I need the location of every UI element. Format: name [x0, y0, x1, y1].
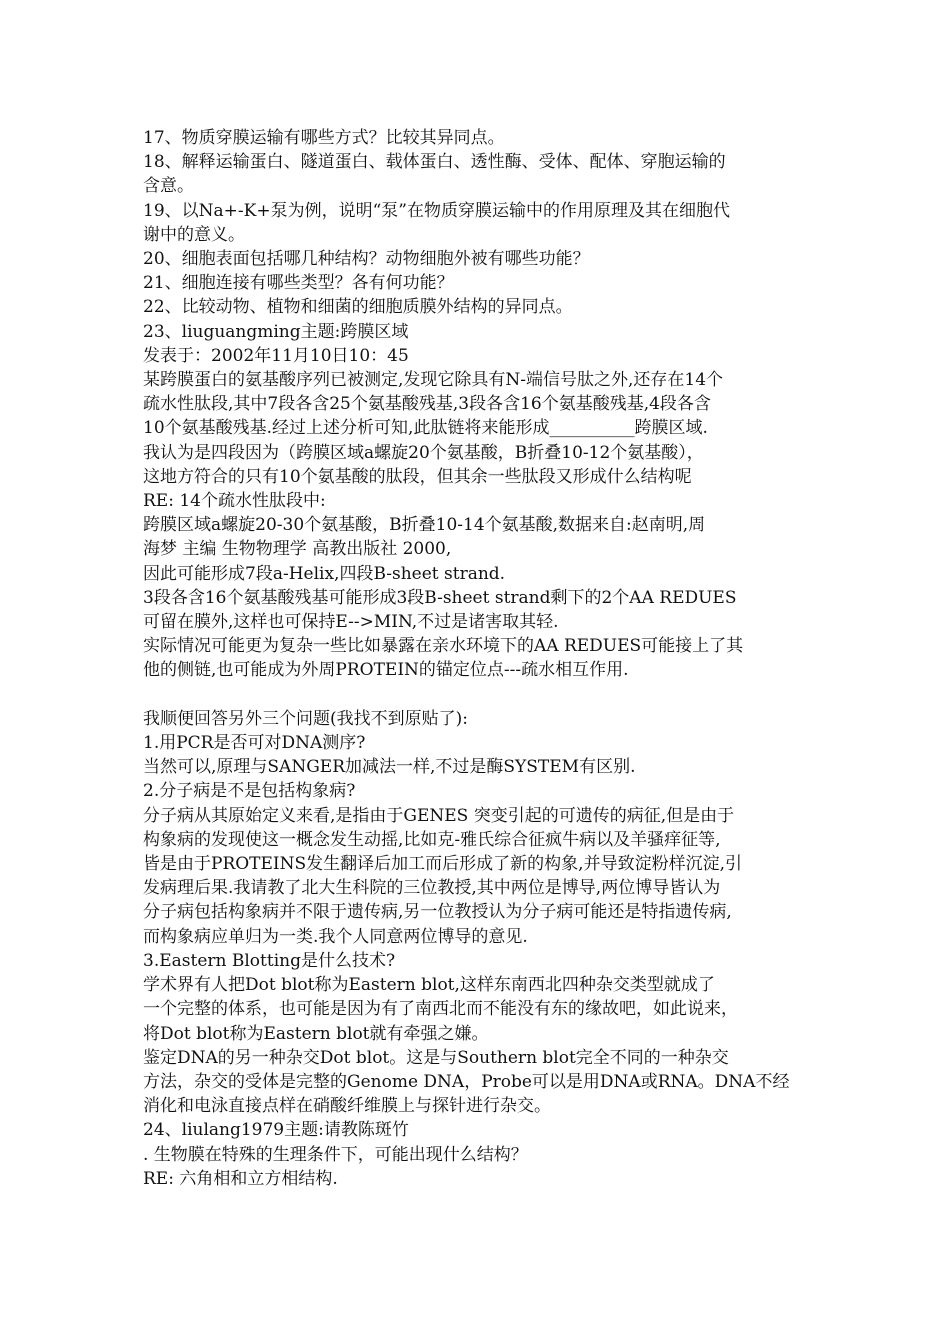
text-line: 分子病从其原始定义来看,是指由于GENES 突变引起的可遗传的病征,但是由于 [143, 805, 735, 826]
text-line: 方法，杂交的受体是完整的Genome DNA，Probe可以是用DNA或RNA。DNA不经 [143, 1071, 790, 1092]
text-line: 消化和电泳直接点样在硝酸纤维膜上与探针进行杂交。 [143, 1096, 551, 1117]
text-line: 2.分子病是不是包括构象病? [143, 781, 356, 802]
document-page [143, 126, 815, 1191]
text-line: 因此可能形成7段a-Helix,四段B-sheet strand. [143, 563, 506, 584]
text-line: 21、细胞连接有哪些类型？各有何功能？ [143, 273, 454, 294]
text-line: 他的侧链,也可能成为外周PROTEIN的锚定位点---疏水相互作用. [143, 660, 629, 681]
text-line: 发表于：2002年11月10日10：45 [143, 345, 409, 366]
text-line: 学术界有人把Dot blot称为Eastern blot,这样东南西北四种杂交类型就成了 [143, 975, 715, 996]
text-line: 18、解释运输蛋白、隧道蛋白、载体蛋白、透性酶、受体、配体、穿胞运输的 [143, 152, 726, 173]
text-line: 实际情况可能更为复杂一些比如暴露在亲水环境下的AA REDUES可能接上了其 [143, 636, 744, 657]
text-line: 10个氨基酸残基.经过上述分析可知,此肽链将来能形成__________跨膜区域. [143, 418, 708, 439]
text-line: 一个完整的体系，也可能是因为有了南西北而不能没有东的缘故吧，如此说来， [143, 999, 738, 1020]
text-line: . 生物膜在特殊的生理条件下，可能出现什么结构？ [143, 1144, 528, 1165]
text-line: 3段各含16个氨基酸残基可能形成3段B-sheet strand剩下的2个AA REDUES [143, 587, 737, 608]
text-line: 含意。 [143, 176, 194, 197]
text-line: 24、liulang1979主题:请教陈斑竹 [143, 1120, 409, 1141]
text-line: 而构象病应单归为一类.我个人同意两位博导的意见. [143, 926, 528, 947]
text-line: 鉴定DNA的另一种杂交Dot blot。这是与Southern blot完全不同的一种杂交 [143, 1047, 729, 1068]
text-line: 17、物质穿膜运输有哪些方式？比较其异同点。 [143, 128, 505, 148]
text-line: 这地方符合的只有10个氨基酸的肽段，但其余一些肽段又形成什么结构呢 [143, 466, 692, 487]
text-line: 可留在膜外,这样也可保持E-->MIN,不过是诸害取其轻. [143, 612, 559, 633]
text-line: 分子病包括构象病并不限于遗传病,另一位教授认为分子病可能还是特指遗传病, [143, 902, 732, 923]
text-line: 1.用PCR是否可对DNA测序? [143, 733, 366, 754]
text-line: 20、细胞表面包括哪几种结构？动物细胞外被有哪些功能？ [143, 249, 590, 270]
text-line: RE: 14个疏水性肽段中: [143, 491, 326, 512]
text-line: 3.Eastern Blotting是什么技术? [143, 950, 396, 971]
text-line: 构象病的发现使这一概念发生动摇,比如克-雅氏综合征疯牛病以及羊骚痒征等, [143, 829, 721, 850]
text-line: RE: 六角相和立方相结构. [143, 1168, 338, 1189]
text-line: 将Dot blot称为Eastern blot就有牵强之嫌。 [143, 1023, 489, 1044]
text-line: 谢中的意义。 [143, 224, 245, 245]
text-line: 某跨膜蛋白的氨基酸序列已被测定,发现它除具有N-端信号肽之外,还存在14个 [143, 370, 724, 391]
text-line: 海梦 主编 生物物理学 高教出版社 2000, [143, 539, 452, 560]
text-line: 皆是由于PROTEINS发生翻译后加工而后形成了新的构象,并导致淀粉样沉淀,引 [143, 854, 742, 875]
text-line: 22、比较动物、植物和细菌的细胞质膜外结构的异同点。 [143, 297, 573, 318]
text-line: 19、以Na+-K+泵为例，说明“泵”在物质穿膜运输中的作用原理及其在细胞代 [143, 200, 730, 221]
text-line: 发病理后果.我请教了北大生科院的三位教授,其中两位是博导,两位博导皆认为 [143, 878, 721, 899]
text-line: 疏水性肽段,其中7段各含25个氨基酸残基,3段各含16个氨基酸残基,4段各含 [143, 394, 711, 415]
text-line: 跨膜区域a螺旋20-30个氨基酸，B折叠10-14个氨基酸,数据来自:赵南明,周 [143, 515, 706, 536]
text-line: 23、liuguangming主题:跨膜区域 [143, 321, 409, 342]
text-line: 我顺便回答另外三个问题(我找不到原贴了): [143, 708, 468, 729]
text-line: 我认为是四段因为（跨膜区域a螺旋20个氨基酸，B折叠10-12个氨基酸）， [143, 442, 704, 463]
text-line: 当然可以,原理与SANGER加减法一样,不过是酶SYSTEM有区别. [143, 757, 636, 778]
blank-line [143, 683, 815, 707]
